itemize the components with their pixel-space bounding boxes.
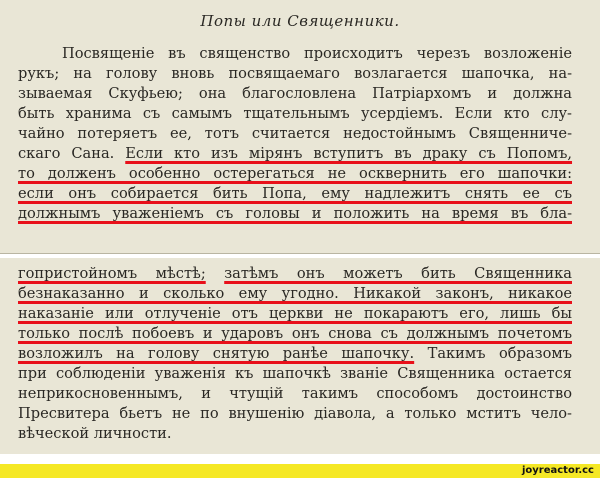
text-segment: Такимъ образомъ — [427, 345, 572, 362]
text-line: при соблюденіи уваженія къ шапочкѣ званіе Священника остается — [18, 365, 572, 382]
underlined-text: Если кто изъ мірянъ вступитъ въ драку съ Попомъ, — [125, 145, 573, 162]
underlined-text-line: то долженъ особенно остерегаться не осквернить его шапочки: — [18, 165, 572, 182]
underlined-text: затѣмъ онъ можетъ бить Священника — [224, 265, 572, 282]
scan-panel-bottom — [0, 258, 600, 454]
text-line: Посвященіе въ священство происходитъ черезъ возложеніе — [62, 45, 572, 62]
underlined-text: гопристойномъ мѣстѣ; — [18, 265, 206, 282]
text-line-mixed — [18, 264, 572, 284]
underlined-text-line: если онъ собирается бить Попа, ему надлежитъ снять ее съ — [18, 185, 572, 202]
page-title: Попы или Священники. — [200, 12, 400, 30]
underlined-text-line: только послѣ побоевъ и ударовъ онъ снова съ должнымъ почетомъ — [18, 325, 572, 342]
underlined-text-line: безнаказанно и сколько ему угодно. Никакой законъ, никакое — [18, 285, 572, 302]
text-line: чайно потеряетъ ее, тотъ считается недостойнымъ Священниче- — [18, 125, 572, 142]
text-segment: скаго Сана. — [18, 145, 115, 162]
footer — [0, 454, 600, 478]
text-line-mixed — [18, 144, 572, 164]
text-line: неприкосновеннымъ, и чтущій такимъ способомъ достоинство — [18, 385, 572, 402]
text-line: рукъ; на голову вновь посвящаемаго возлагается шапочка, на- — [18, 65, 572, 82]
text-line: зываемая Скуфьею; она благословлена Патріархомъ и должна — [18, 85, 572, 102]
underlined-text-line: наказаніе или отлученіе отъ церкви не покараютъ его, лишь бы — [18, 305, 572, 322]
watermark-logo[interactable]: joyreactor.cc — [521, 465, 594, 476]
text-line: Пресвитера бьетъ не по внушенію діавола, а только мститъ чело- — [18, 405, 572, 422]
text-line-mixed — [18, 344, 572, 364]
underlined-text: возложилъ на голову снятую ранѣе шапочку. — [18, 345, 415, 362]
underlined-text-line: должнымъ уваженіемъ съ головы и положить на время въ бла- — [18, 205, 572, 222]
footer-strip — [0, 464, 600, 478]
text-line: быть хранима съ самымъ тщательнымъ усердіемъ. Если кто слу- — [18, 105, 572, 122]
text-line: вѣческой личности. — [18, 425, 172, 442]
